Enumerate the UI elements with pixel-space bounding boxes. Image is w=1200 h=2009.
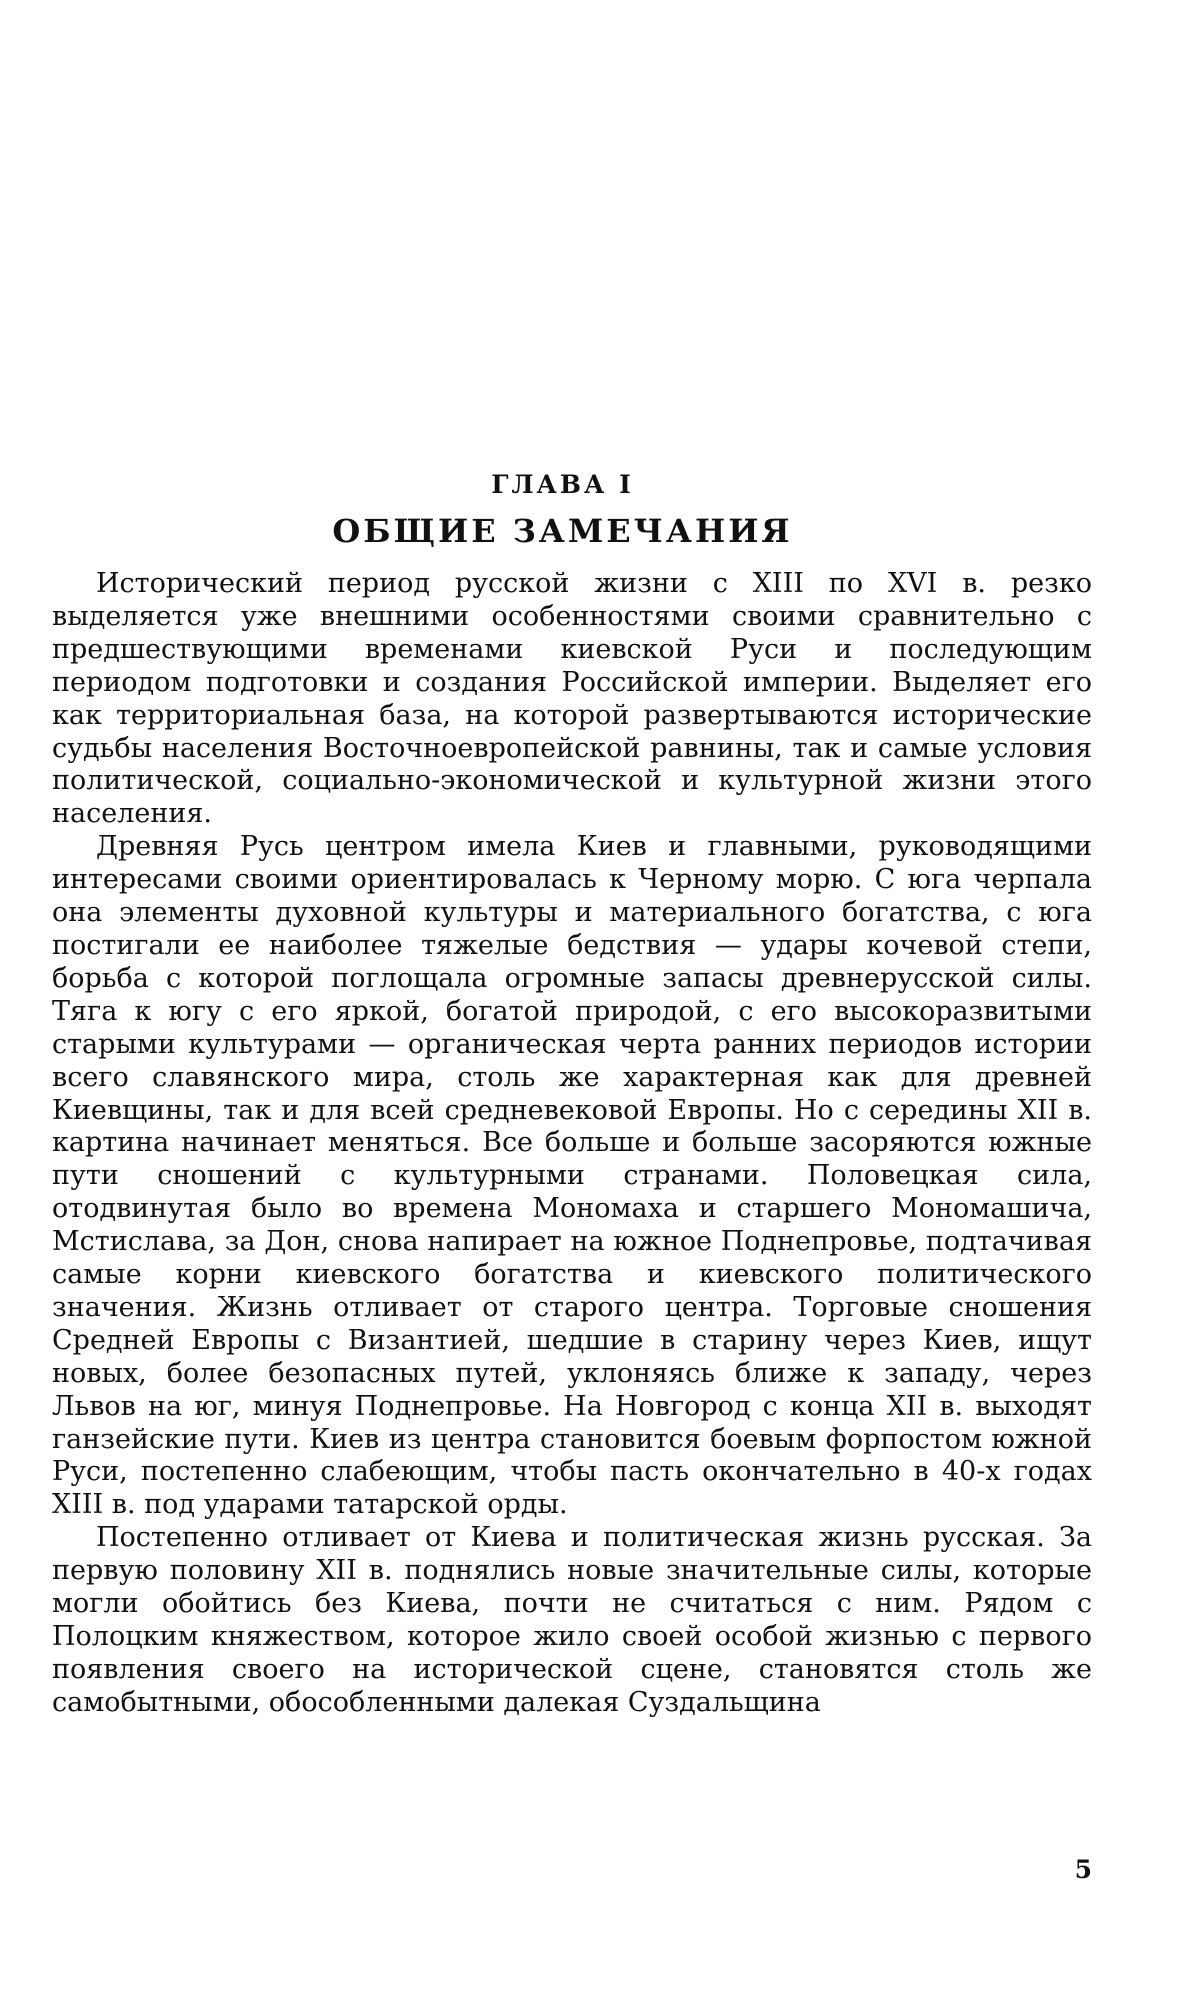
paragraph: Постепенно отливает от Киева и политическая жизнь русская. За первую половину XII в. поднялись новые значительные силы, которые могли обойтись без Киева, почти не считаться с ним. Рядом с Полоцким княжеством, которое жило своей особой жизнью с первого появления своего на исторической сцене, становятся столь же самобытными, обособленными далекая Суздальщина (52, 1522, 1092, 1718)
paragraph: Исторический период русской жизни с XIII по XVI в. резко выделяется уже внешними особенностями своими сравнительно с предшествующими временами киевской Руси и последующим периодом подготовки и создания Российской империи. Выделяет его как территориальная база, на которой развертываются исторические судьбы населения Восточноевропейской равнины, так и самые условия политической, социально-экономической и культурной жизни этого населения. (52, 568, 1092, 830)
chapter-label: ГЛАВА I (491, 470, 634, 499)
page-number: 5 (1074, 1855, 1092, 1884)
body-text (52, 568, 1092, 1720)
paragraph: Древняя Русь центром имела Киев и главными, руководящими интересами своими ориентировалась к Черному морю. С юга черпала она элементы духовной культуры и материального богатства, с юга постигали ее наиболее тяжелые бедствия — удары кочевой степи, борьба с которой поглощала огромные запасы древнерусской силы. Тяга к югу с его яркой, богатой природой, с его высокоразвитыми старыми культурами — органическая черта ранних периодов истории всего славянского мира, столь же характерная как для древней Киевщины, так и для всей средневековой Европы. Но с середины XII в. картина начинает меняться. Все больше и больше засоряются южные пути сношений с культурными странами. Половецкая сила, отодвинутая было во времена Мономаха и старшего Мономашича, Мстислава, за Дон, снова напирает на южное Поднепровье, подтачивая самые корни киевского богатства и киевского политического значения. Жизнь отливает от старого центра. Торговые сношения Средней Европы с Византией, шедшие в старину через Киев, ищут новых, более безопасных путей, уклоняясь ближе к западу, через Львов на юг, минуя Поднепровье. На Новгород с конца XII в. выходят ганзейские пути. Киев из центра становится боевым форпостом южной Руси, постепенно слабеющим, чтобы пасть окончательно в 40-х годах XIII в. под ударами татарской орды. (52, 831, 1092, 1521)
chapter-title: ОБЩИЕ ЗАМЕЧАНИЯ (332, 512, 793, 550)
